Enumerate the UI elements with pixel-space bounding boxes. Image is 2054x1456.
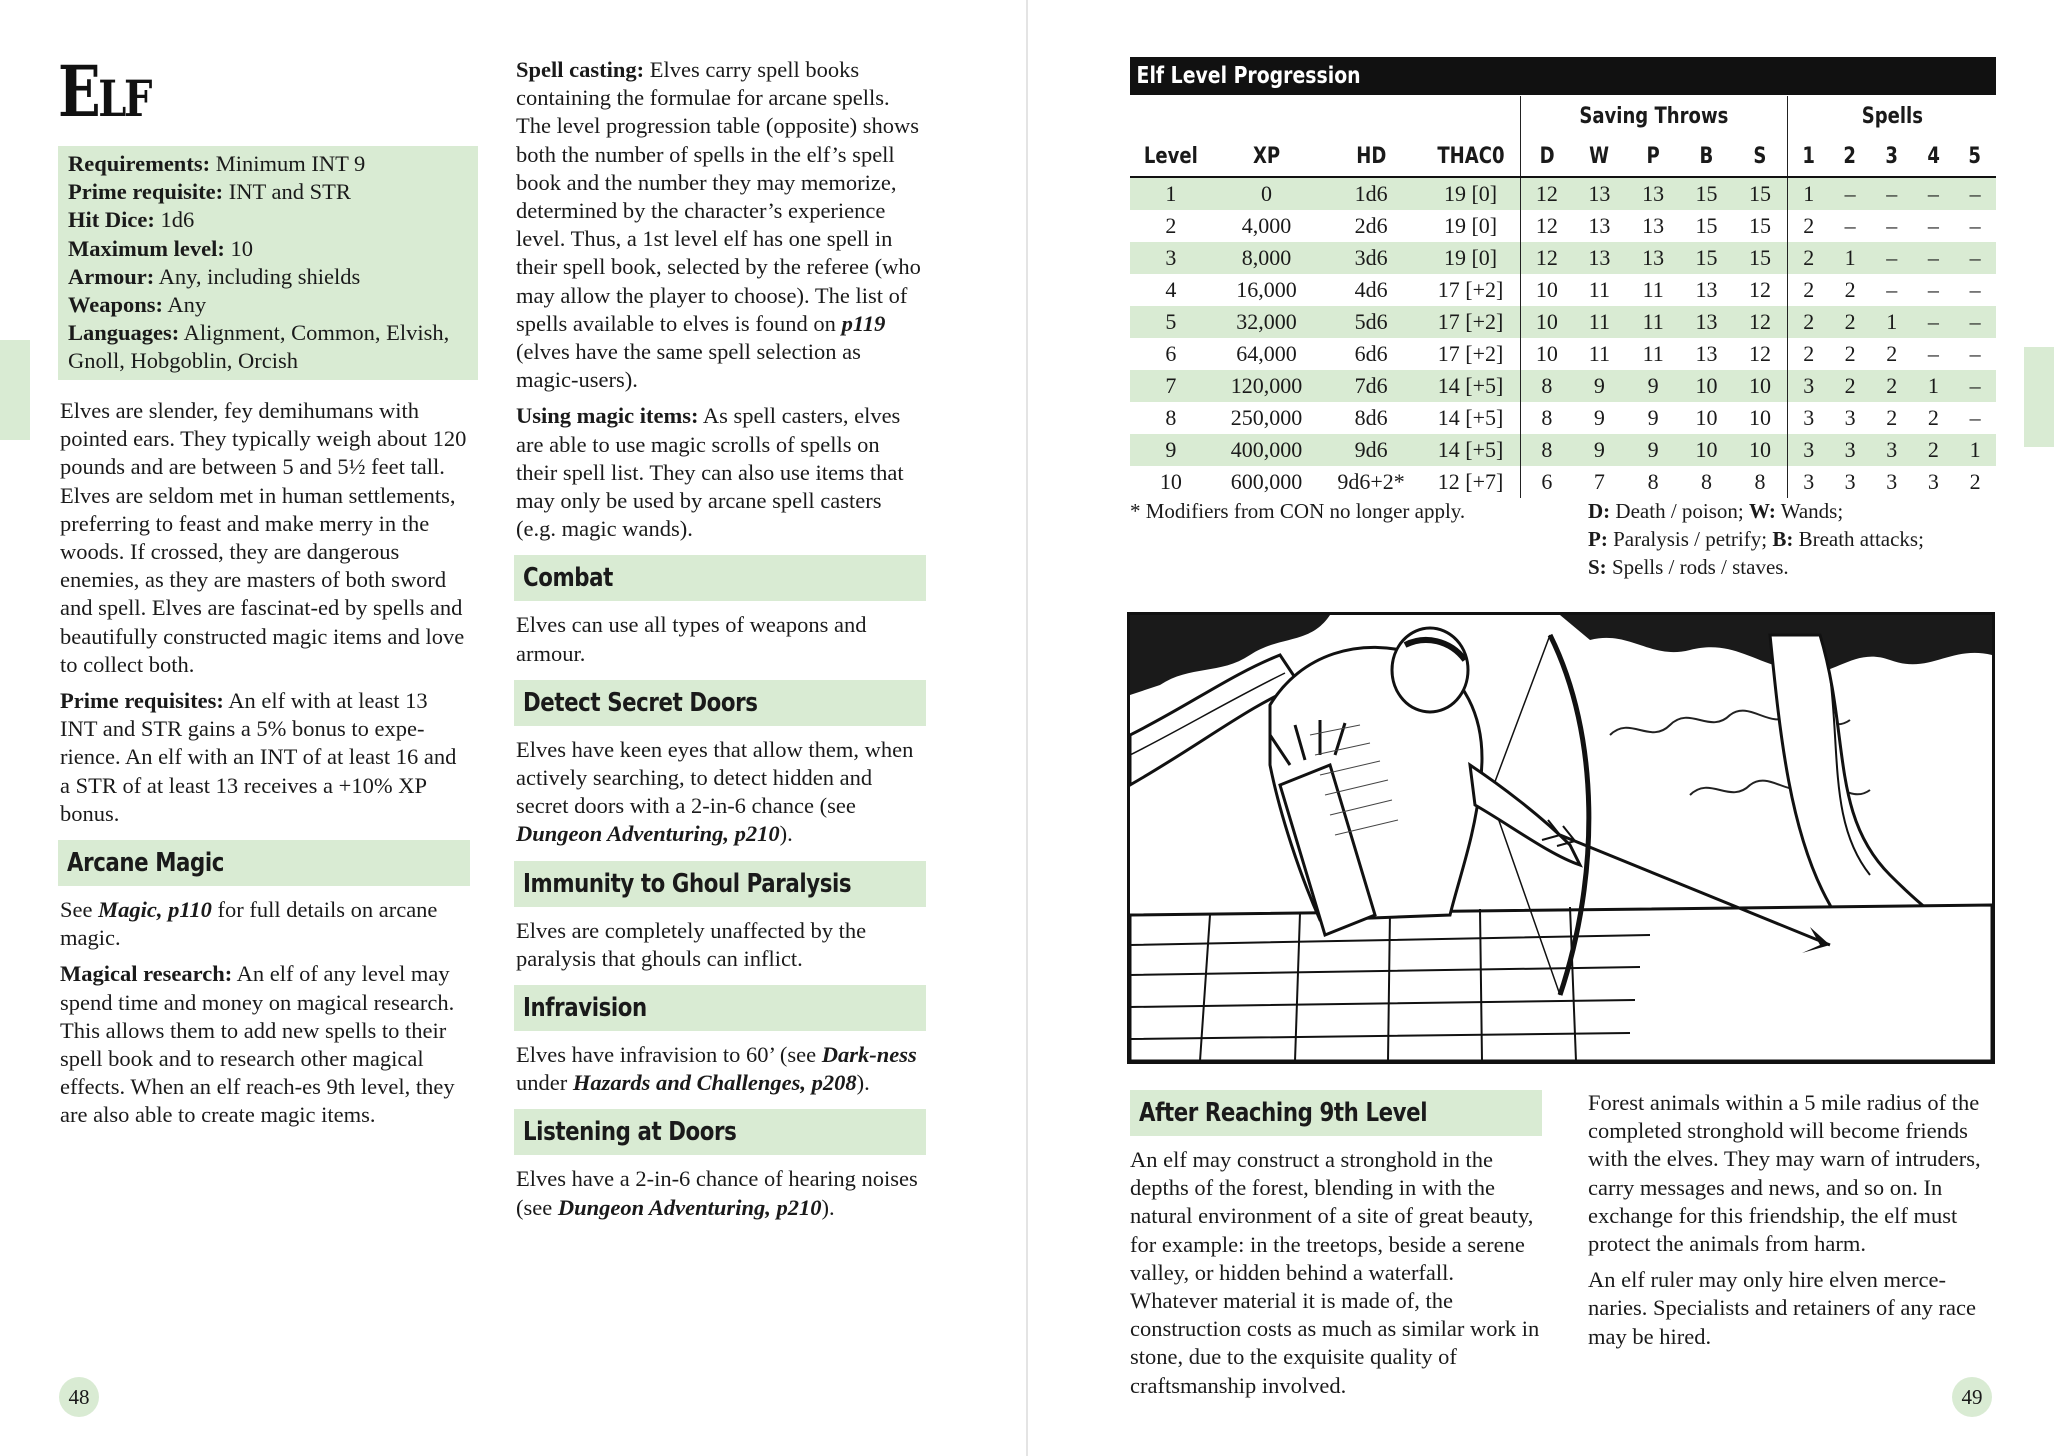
table-cell: 11 — [1642, 277, 1664, 302]
table-cell: 10 — [1748, 405, 1771, 430]
table-cell: 11 — [1588, 309, 1610, 334]
table-cell: – — [1927, 277, 1939, 302]
table-cell: 64,000 — [1236, 341, 1297, 366]
page-gutter — [1026, 0, 1028, 1456]
right-text-column — [1588, 1089, 1998, 1359]
table-cell: 12 — [1748, 277, 1771, 302]
table-cell: – — [1886, 213, 1898, 238]
table-cell: 14 [+5] — [1437, 437, 1504, 462]
table-title: Elf Level Progression — [1130, 57, 1996, 95]
table-cell: 10 — [1695, 373, 1718, 398]
table-cell: 2 — [1844, 277, 1856, 302]
magical-research-paragraph: Magical research: An elf of any level may spend time and money on magical research. This allows them to add new spells to their spell book and to research other magical effects. When an elf reach-es 9th level, they are also able to create magic items. — [60, 961, 455, 1128]
illustration-drawing — [1130, 615, 1992, 1061]
table-cell: 10 — [1521, 306, 1573, 338]
table-cell: – — [1969, 405, 1981, 430]
table-cell: 13 — [1588, 245, 1611, 270]
requirement-line: Prime requisite: INT and STR — [68, 179, 351, 205]
table-cell: 9 — [1593, 405, 1605, 430]
table-cell: 9 — [1165, 437, 1177, 462]
table-cell: – — [1886, 277, 1898, 302]
table-row — [1130, 274, 1996, 306]
table-cell: 8 — [1521, 434, 1573, 466]
table-cell: 15 — [1695, 181, 1718, 206]
table-cell: 10 — [1521, 338, 1573, 370]
table-cell: 2 — [1788, 306, 1830, 338]
requirement-line: Hit Dice: 1d6 — [68, 207, 195, 233]
table-cell: 4d6 — [1354, 277, 1388, 302]
table-cell: 1 — [1165, 181, 1177, 206]
table-cell: 12 [+7] — [1437, 469, 1504, 494]
table-cell: 11 — [1642, 341, 1664, 366]
table-cell: 12 — [1521, 177, 1573, 210]
table-cell: 120,000 — [1230, 373, 1303, 398]
table-cell: 10 — [1695, 405, 1718, 430]
table-row — [1130, 434, 1996, 466]
table-cell: 4 — [1165, 277, 1177, 302]
table-cell: 0 — [1261, 181, 1273, 206]
table-cell: – — [1844, 213, 1856, 238]
table-cell: 2 — [1969, 469, 1981, 494]
magic-items-paragraph: Using magic items: As spell casters, elves are able to use magic scrolls of spells on their spell list. They can also use items that may only be used by arcane spell casters (e.g. magic wands). — [516, 403, 904, 542]
table-cell: – — [1969, 373, 1981, 398]
table-cell: 7 — [1165, 373, 1177, 398]
forest-animals-paragraph: Forest animals within a 5 mile radius of the completed stronghold will become friends with the elves. They may warn of intruders, carry messages and news, and so on. In exchange for this friendship, the elf must protect the animals from harm. — [1588, 1090, 1981, 1257]
requirement-line: Languages: Alignment, Common, Elvish, Gnoll, Hobgoblin, Orcish — [68, 320, 450, 374]
requirement-line: Armour: Any, including shields — [68, 263, 361, 289]
table-cell: 13 — [1642, 245, 1665, 270]
table-cell: 2 — [1844, 373, 1856, 398]
table-cell: 8 — [1521, 402, 1573, 434]
column-header: D — [1521, 138, 1573, 177]
table-cell: 3 — [1788, 402, 1830, 434]
table-cell: – — [1927, 309, 1939, 334]
table-cell: 3 — [1886, 469, 1898, 494]
table-cell: 15 — [1748, 245, 1771, 270]
table-cell: – — [1927, 181, 1939, 206]
detect-secret-doors-paragraph: Elves have keen eyes that allow them, when actively searching, to detect hidden and secret doors with a 2-in-6 chance (see Dungeon Adventuring, p210). — [516, 736, 914, 847]
table-cell: 19 [0] — [1443, 213, 1498, 238]
table-cell: 400,000 — [1230, 437, 1303, 462]
legend-line: D: Death / poison; W: Wands; — [1588, 499, 1844, 523]
table-cell: 13 — [1695, 309, 1718, 334]
table-cell: – — [1969, 181, 1981, 206]
table-cell: 10 — [1521, 274, 1573, 306]
table-cell: 2 — [1886, 341, 1898, 366]
table-cell: 7d6 — [1354, 373, 1388, 398]
table-cell: 12 — [1521, 210, 1573, 242]
table-cell: 12 — [1748, 309, 1771, 334]
table-cell: 6 — [1165, 341, 1177, 366]
table-cell: 6d6 — [1354, 341, 1388, 366]
table-cell: 13 — [1695, 277, 1718, 302]
table-footnote: * Modifiers from CON no longer apply. — [1130, 499, 1466, 523]
table-cell: 8 — [1754, 469, 1766, 494]
table-cell: 8 — [1521, 370, 1573, 402]
left-edge-tab — [0, 340, 30, 440]
column-header: 4 — [1913, 138, 1955, 177]
table-cell: 2 — [1844, 309, 1856, 334]
table-cell: 2 — [1788, 274, 1830, 306]
table-cell: 3 — [1788, 370, 1830, 402]
table-cell: 12 — [1521, 242, 1573, 274]
table-row — [1130, 210, 1996, 242]
table-cell: 2 — [1927, 437, 1939, 462]
table-cell: 10 — [1695, 437, 1718, 462]
column-header: XP — [1212, 138, 1322, 177]
detect-secret-doors-heading: Detect Secret Doors — [514, 680, 926, 726]
saving-throws-header: Saving Throws — [1521, 96, 1788, 138]
table-cell: 11 — [1642, 309, 1664, 334]
table-cell: 2 — [1788, 242, 1830, 274]
table-cell: 3 — [1165, 245, 1177, 270]
table-cell: 15 — [1695, 245, 1718, 270]
table-cell: – — [1969, 245, 1981, 270]
table-cell: – — [1886, 245, 1898, 270]
prime-requisites-paragraph: Prime requisites: An elf with at least 13 INT and STR gains a 5% bonus to expe-rience. An elf with an INT of at least 16 and a STR of at least 13 receives a +10% XP bonus. — [60, 688, 457, 826]
table-cell: 11 — [1588, 341, 1610, 366]
spell-casting-paragraph: Spell casting: Elves carry spell books containing the formulae for arcane spells. The level progression table (opposite) shows both the number of spells in the elf’s spell book and the number they may memorize, determined by the character’s experience level. Thus, a 1st level elf has one spell in their spell book, selected by the referee (who may allow the player to choose). The list of spells available to elves is found on p119 (elves have the same spell selection as magic-users). — [516, 57, 921, 393]
middle-column — [516, 56, 926, 1230]
table-cell: – — [1844, 181, 1856, 206]
table-cell: 3d6 — [1354, 245, 1388, 270]
table-cell: 1 — [1844, 245, 1856, 270]
table-cell: 9d6 — [1354, 437, 1388, 462]
table-cell: 2 — [1844, 341, 1856, 366]
infravision-heading: Infravision — [514, 985, 926, 1031]
combat-heading: Combat — [514, 555, 926, 601]
requirement-line: Maximum level: 10 — [68, 235, 253, 261]
table-cell: 2d6 — [1354, 213, 1388, 238]
column-header: 5 — [1954, 138, 1996, 177]
table-cell: 8 — [1165, 405, 1177, 430]
table-cell: 7 — [1593, 469, 1605, 494]
table-cell: 9 — [1647, 405, 1659, 430]
table-cell: 9 — [1647, 373, 1659, 398]
table-cell: – — [1969, 341, 1981, 366]
table-cell: – — [1886, 181, 1898, 206]
page-number-left: 48 — [59, 1377, 99, 1417]
column-header: Level — [1130, 138, 1212, 177]
table-cell: 14 [+5] — [1437, 405, 1504, 430]
table-row — [1130, 338, 1996, 370]
spells-header: Spells — [1788, 96, 1996, 138]
column-header: THAC0 — [1421, 138, 1521, 177]
table-cell: 12 — [1748, 341, 1771, 366]
table-cell: 5d6 — [1354, 309, 1388, 334]
table-cell: 16,000 — [1236, 277, 1297, 302]
table-cell: 13 — [1695, 341, 1718, 366]
elf-ruler-paragraph: An elf ruler may only hire elven merce-naries. Specialists and retainers of any race may be hired. — [1588, 1267, 1976, 1349]
table-cell: 13 — [1642, 181, 1665, 206]
table-cell: 15 — [1695, 213, 1718, 238]
listening-at-doors-paragraph: Elves have a 2-in-6 chance of hearing noises (see Dungeon Adventuring, p210). — [516, 1166, 918, 1220]
requirement-line: Requirements: Minimum INT 9 — [68, 151, 366, 176]
table-cell: – — [1969, 277, 1981, 302]
table-cell: 9 — [1647, 437, 1659, 462]
table-cell: 250,000 — [1230, 405, 1303, 430]
table-cell: 1 — [1969, 437, 1981, 462]
table-row — [1130, 466, 1996, 498]
table-cell: 9d6+2* — [1337, 469, 1405, 494]
table-cell: 9 — [1593, 437, 1605, 462]
table-cell: 3 — [1788, 434, 1830, 466]
table-cell: 1d6 — [1354, 181, 1388, 206]
column-header: 3 — [1871, 138, 1913, 177]
table-cell: 1 — [1886, 309, 1898, 334]
table-cell: 3 — [1844, 469, 1856, 494]
table-cell: 10 — [1748, 437, 1771, 462]
table-row — [1130, 306, 1996, 338]
page-title: ELF — [58, 50, 151, 133]
table-cell: 1 — [1788, 177, 1830, 210]
table-cell: 15 — [1748, 181, 1771, 206]
saving-throw-legend — [1588, 497, 2008, 581]
table-cell: 600,000 — [1230, 469, 1303, 494]
table-cell: 5 — [1165, 309, 1177, 334]
after-9th-level-heading: After Reaching 9th Level — [1130, 1090, 1542, 1136]
table-cell: 1 — [1927, 373, 1939, 398]
table-cell: 17 [+2] — [1437, 277, 1504, 302]
table-cell: 17 [+2] — [1437, 309, 1504, 334]
table-cell: 10 — [1159, 469, 1182, 494]
table-cell: 19 [0] — [1443, 245, 1498, 270]
listening-at-doors-heading: Listening at Doors — [514, 1109, 926, 1155]
legend-line: S: Spells / rods / staves. — [1588, 555, 1789, 579]
combat-paragraph: Elves can use all types of weapons and armour. — [516, 612, 867, 666]
table-cell: 3 — [1886, 437, 1898, 462]
table-cell: 2 — [1886, 405, 1898, 430]
legend-line: P: Paralysis / petrify; B: Breath attacks; — [1588, 527, 1924, 551]
table-cell: – — [1969, 309, 1981, 334]
requirements-box — [58, 146, 478, 380]
intro-paragraph: Elves are slender, fey demihumans with pointed ears. They typically weigh about 120 pounds and are between 5 and 5½ feet tall. Elves are seldom met in human settlements, preferring to feast and make merry in the woods. If crossed, they are dangerous enemies, as they are masters of both sword and spell. Elves are fascinat-ed by spells and beautifully constructed magic items and love to collect both. — [60, 398, 467, 677]
table-cell: 32,000 — [1236, 309, 1297, 334]
column-header: HD — [1321, 138, 1421, 177]
table-cell: 2 — [1165, 213, 1177, 238]
table-cell: 3 — [1788, 466, 1830, 498]
table-row — [1130, 177, 1996, 210]
table-cell: 8 — [1700, 469, 1712, 494]
column-header: P — [1626, 138, 1680, 177]
table-cell: 19 [0] — [1443, 181, 1498, 206]
table-cell: 11 — [1588, 277, 1610, 302]
table-cell: 3 — [1927, 469, 1939, 494]
ghoul-paralysis-paragraph: Elves are completely unaffected by the paralysis that ghouls can inflict. — [516, 917, 867, 971]
table-cell: 13 — [1588, 181, 1611, 206]
table-cell: 14 [+5] — [1437, 373, 1504, 398]
requirement-line: Weapons: Any — [68, 292, 207, 318]
table-cell: – — [1969, 213, 1981, 238]
table-cell: 2 — [1886, 373, 1898, 398]
table-cell: – — [1927, 245, 1939, 270]
table-cell: 2 — [1788, 210, 1830, 242]
table-cell: 2 — [1927, 405, 1939, 430]
page-number-right: 49 — [1952, 1377, 1992, 1417]
table-cell: 3 — [1844, 437, 1856, 462]
column-header: B — [1680, 138, 1733, 177]
table-cell: – — [1927, 341, 1939, 366]
table-cell: 8 — [1647, 469, 1659, 494]
column-header: 2 — [1829, 138, 1871, 177]
table-row — [1130, 370, 1996, 402]
ghoul-paralysis-heading: Immunity to Ghoul Paralysis — [514, 861, 926, 907]
table-cell: 9 — [1593, 373, 1605, 398]
table-cell: 15 — [1748, 213, 1771, 238]
table-cell: 13 — [1642, 213, 1665, 238]
column-header: W — [1572, 138, 1626, 177]
infravision-paragraph: Elves have infravision to 60’ (see Dark-ness under Hazards and Challenges, p208). — [516, 1042, 917, 1096]
arcane-magic-paragraph: See Magic, p110 for full details on arcane magic. — [60, 897, 438, 951]
table-cell: 8,000 — [1241, 245, 1292, 270]
table-cell: 8d6 — [1354, 405, 1388, 430]
table-cell: 17 [+2] — [1437, 341, 1504, 366]
table-cell: 13 — [1588, 213, 1611, 238]
arcane-magic-heading: Arcane Magic — [58, 840, 470, 886]
table-cell: 3 — [1844, 405, 1856, 430]
level-progression-table — [1130, 96, 1996, 498]
left-column — [60, 397, 470, 1138]
table-row — [1130, 242, 1996, 274]
table-row — [1130, 402, 1996, 434]
column-header: 1 — [1788, 138, 1830, 177]
after-9th-level-column — [1130, 1090, 1542, 1408]
table-cell: 2 — [1788, 338, 1830, 370]
table-cell: 6 — [1521, 466, 1573, 498]
table-cell: 4,000 — [1241, 213, 1292, 238]
right-edge-tab — [2024, 347, 2054, 447]
stronghold-paragraph: An elf may construct a stronghold in the depths of the forest, blending in with the natural environment of a site of great beauty, for example: in the treetops, beside a serene valley, or hidden behind a waterfall. Whatever material it is made of, the construction costs as much as similar work in stone, due to the exquisite quality of craftsmanship involved. — [1130, 1147, 1540, 1398]
table-cell: – — [1927, 213, 1939, 238]
table-cell: 10 — [1748, 373, 1771, 398]
elf-archer-illustration — [1127, 612, 1995, 1064]
column-header: S — [1733, 138, 1788, 177]
